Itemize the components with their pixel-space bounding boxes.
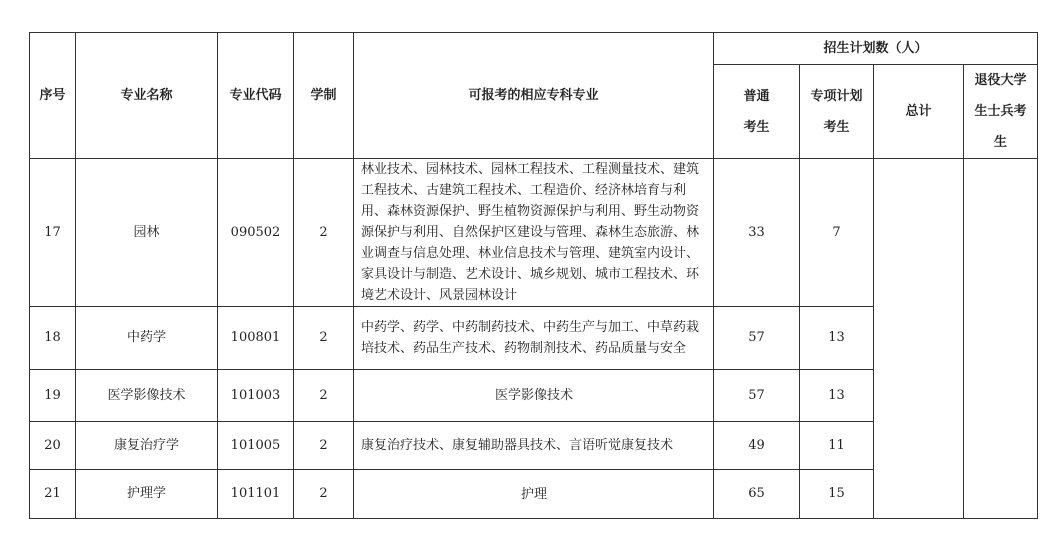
header-veteran	[964, 65, 1038, 159]
cell-special: 7	[800, 159, 874, 307]
cell-special: 11	[800, 422, 874, 470]
header-enrollment-plan: 招生计划数（人）	[714, 33, 1038, 65]
cell-name: 医学影像技术	[76, 370, 218, 422]
cell-code: 101005	[218, 422, 294, 470]
header-major-code: 专业代码	[218, 33, 294, 159]
cell-regular: 57	[714, 307, 800, 370]
cell-years: 2	[294, 370, 354, 422]
cell-name: 护理学	[76, 470, 218, 519]
cell-code: 101101	[218, 470, 294, 519]
cell-no: 21	[30, 470, 76, 519]
header-special	[800, 65, 874, 159]
header-eligible-majors: 可报考的相应专科专业	[354, 33, 714, 159]
cell-no: 18	[30, 307, 76, 370]
header-regular-text: 普通考生	[743, 88, 770, 135]
cell-code: 101003	[218, 370, 294, 422]
cell-name: 园林	[76, 159, 218, 307]
enrollment-plan-table	[29, 32, 1038, 519]
header-regular	[714, 65, 800, 159]
cell-majors: 林业技术、园林技术、园林工程技术、工程测量技术、建筑工程技术、古建筑工程技术、工程造价、经济林培育与利用、森林资源保护、野生植物资源保护与利用、野生动物资源保护与利用、自然保护区建设与管理、森林生态旅游、林业调查与信息处理、林业信息技术与管理、建筑室内设计、家具设计与制造、艺术设计、城乡规划、城市工程技术、环境艺术设计、风景园林设计	[354, 159, 714, 307]
cell-majors	[354, 307, 714, 370]
header-major-name: 专业名称	[76, 33, 218, 159]
cell-years: 2	[294, 307, 354, 370]
cell-no: 17	[30, 159, 76, 307]
cell-special: 15	[800, 470, 874, 519]
header-special-text: 专项计划考生	[810, 88, 863, 135]
cell-code: 090502	[218, 159, 294, 307]
header-total: 总计	[874, 65, 964, 159]
cell-regular: 57	[714, 370, 800, 422]
cell-special: 13	[800, 370, 874, 422]
cell-years: 2	[294, 470, 354, 519]
header-no: 序号	[30, 33, 76, 159]
cell-years: 2	[294, 422, 354, 470]
cell-majors: 护理	[354, 470, 714, 519]
cell-name: 康复治疗学	[76, 422, 218, 470]
cell-majors: 医学影像技术	[354, 370, 714, 422]
cell-special: 13	[800, 307, 874, 370]
cell-code: 100801	[218, 307, 294, 370]
cell-majors: 康复治疗技术、康复辅助器具技术、言语听觉康复技术	[354, 422, 714, 470]
cell-no: 19	[30, 370, 76, 422]
cell-regular: 49	[714, 422, 800, 470]
cell-years: 2	[294, 159, 354, 307]
cell-no: 20	[30, 422, 76, 470]
cell-veteran	[964, 159, 1038, 519]
header-years: 学制	[294, 33, 354, 159]
header-veteran-text: 退役大学生士兵考生	[974, 73, 1027, 150]
cell-name: 中药学	[76, 307, 218, 370]
cell-regular: 33	[714, 159, 800, 307]
cell-total	[874, 159, 964, 519]
cell-regular: 65	[714, 470, 800, 519]
table-row	[30, 159, 1038, 307]
cell-majors-text: 中药学、药学、中药制药技术、中药生产与加工、中草药栽培技术、药品生产技术、药物制剂技术、药品质量与安全	[361, 320, 700, 356]
